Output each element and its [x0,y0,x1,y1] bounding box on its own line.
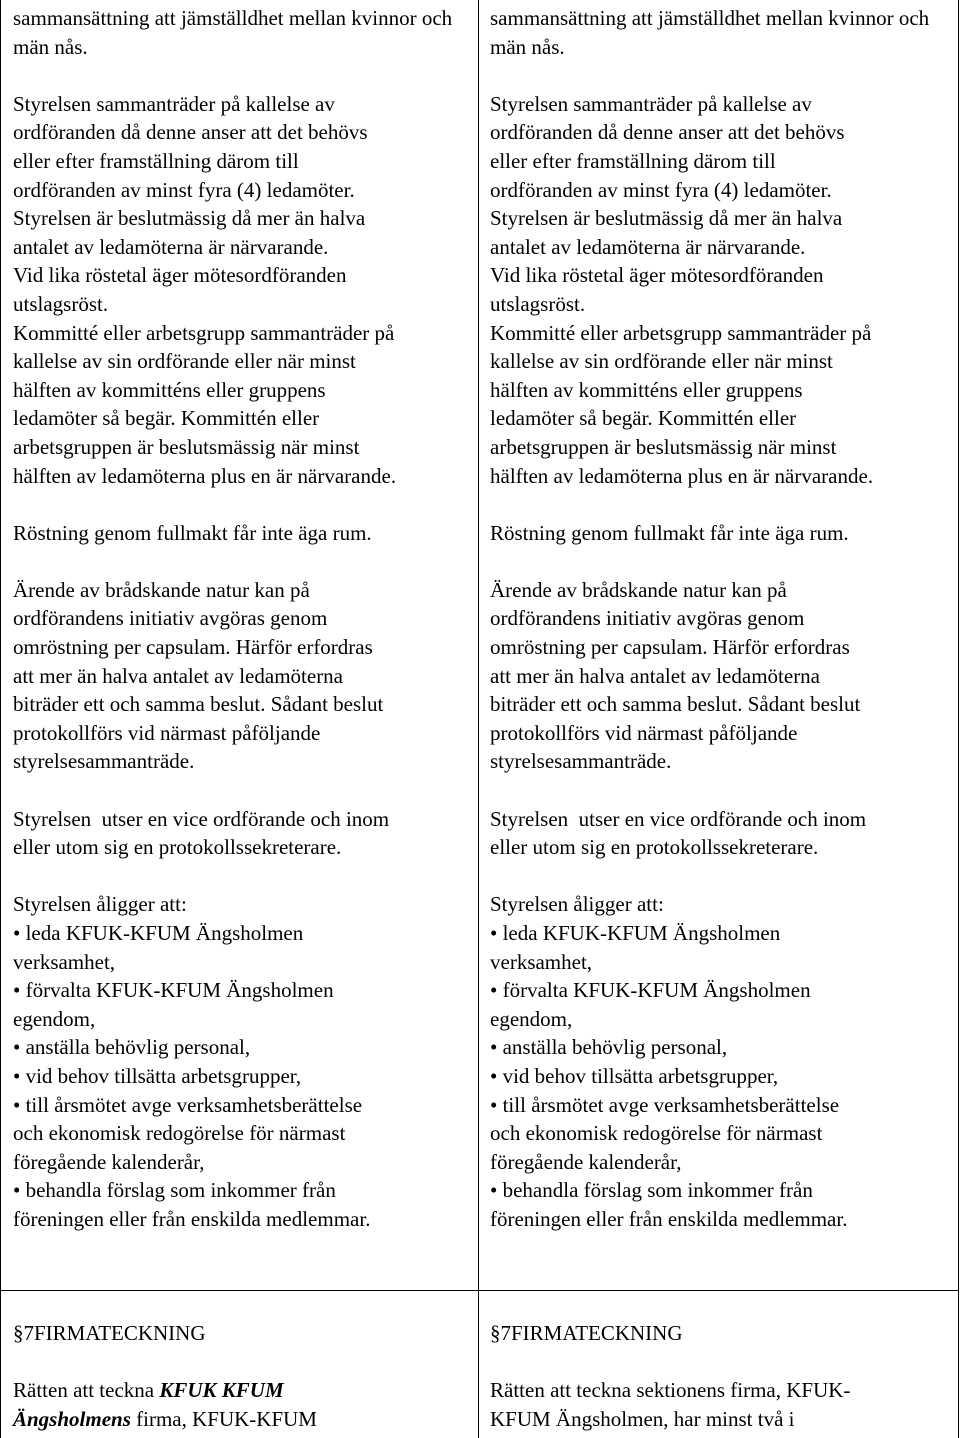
left-section-cell [13,1319,475,1433]
left-paragraph-proxy: Röstning genom fullmakt får inte äga rum. [13,520,372,545]
list-item: • förvalta KFUK-KFUM Ängsholmen [13,978,334,1003]
list-item: • vid behov tillsätta arbetsgrupper, [490,1063,779,1088]
right-section-title: FIRMATECKNING [511,1321,683,1345]
table-border-right [958,0,959,1438]
right-paragraph-duties: Styrelsen åligger att: • leda KFUK-KFUM Ängsholmen verksamhet, • förvalta KFUK-KFUM Ängsholmen egendom, • anställa behövlig personal, • vid behov tillsätta arbetsgrupper, • till årsmötet avge verksamhetsberättelse och ekonomisk redogörelse för närmast föregående kalenderår, • behandla förslag som inkommer från föreningen eller från enskilda medlemmar. [490,890,952,1233]
right-paragraph-per-capsulam: Ärende av brådskande natur kan på ordförandens initiativ avgöras genom omröstning per capsulam. Härför erfordras att mer än halva antalet av ledamöterna biträder ett och samma beslut. Sådant beslut protokollförs vid närmast påföljande styrelsesammanträde. [490,577,861,774]
list-item: • anställa behövlig personal, [490,1035,728,1060]
left-paragraph-per-capsulam: Ärende av brådskande natur kan på ordförandens initiativ avgöras genom omröstning per capsulam. Härför erfordras att mer än halva antalet av ledamöterna biträder ett och samma beslut. Sådant beslut protokollförs vid närmast påföljande styrelsesammanträde. [13,577,384,774]
right-signature-paragraph: Rätten att teckna sektionens firma, KFUK- KFUM Ängsholmen, har minst två i [490,1378,851,1431]
list-item: • behandla förslag som inkommer från [490,1178,813,1203]
list-item: • till årsmötet avge verksamhetsberättelse [490,1092,840,1117]
right-paragraph-vice-chair: Styrelsen utser en vice ordförande och inom eller utom sig en protokollssekreterare. [490,806,867,860]
left-section-number: §7 [13,1321,34,1345]
table-border-left [0,0,1,1438]
right-column-cell [490,4,952,1234]
left-paragraph-composition: sammansättning att jämställdhet mellan kvinnor och män nås. [13,6,453,59]
right-section-number: §7 [490,1321,511,1345]
right-paragraph-proxy: Röstning genom fullmakt får inte äga rum. [490,520,849,545]
right-section-cell [490,1319,952,1433]
right-paragraph-composition: sammansättning att jämställdhet mellan kvinnor och män nås. [490,6,930,59]
table-column-divider [478,0,479,1438]
list-item: • anställa behövlig personal, [13,1035,251,1060]
left-section-title: FIRMATECKNING [34,1321,206,1345]
left-paragraph-meetings: Styrelsen sammanträder på kallelse av ordföranden då denne anser att det behövs eller efter framställning därom till ordföranden av minst fyra (4) ledamöter. Styrelsen är beslutmässig då mer än halva antalet av ledamöterna är närvarande. Vid lika röstetal äger mötesordföranden utslagsröst. Kommitté eller arbetsgrupp sammanträder på kallelse av sin ordförande eller när minst hälften av kommitténs eller gruppens ledamöter så begär. Kommittén eller arbetsgruppen är beslutsmässig när minst hälften av ledamöterna plus en är närvarande. [13,91,397,488]
list-item: • leda KFUK-KFUM Ängsholmen [13,921,304,945]
left-signature-paragraph: Rätten att teckna KFUK KFUM Ängsholmens firma, KFUK-KFUM [13,1378,317,1431]
left-paragraph-duties: Styrelsen åligger att: • leda KFUK-KFUM Ängsholmen verksamhet, • förvalta KFUK-KFUM Ängsholmen egendom, • anställa behövlig personal, • vid behov tillsätta arbetsgrupper, • till årsmötet avge verksamhetsberättelse och ekonomisk redogörelse för närmast föregående kalenderår, • behandla förslag som inkommer från föreningen eller från enskilda medlemmar. [13,890,475,1233]
list-item: • behandla förslag som inkommer från [13,1178,336,1203]
table-row-divider [0,1290,959,1291]
list-item: • förvalta KFUK-KFUM Ängsholmen [490,978,811,1003]
list-item: • leda KFUK-KFUM Ängsholmen [490,921,781,945]
left-paragraph-vice-chair: Styrelsen utser en vice ordförande och inom eller utom sig en protokollssekreterare. [13,806,390,860]
right-paragraph-meetings: Styrelsen sammanträder på kallelse av ordföranden då denne anser att det behövs eller efter framställning därom till ordföranden av minst fyra (4) ledamöter. Styrelsen är beslutmässig då mer än halva antalet av ledamöterna är närvarande. Vid lika röstetal äger mötesordföranden utslagsröst. Kommitté eller arbetsgrupp sammanträder på kallelse av sin ordförande eller när minst hälften av kommitténs eller gruppens ledamöter så begär. Kommittén eller arbetsgruppen är beslutsmässig när minst hälften av ledamöterna plus en är närvarande. [490,91,874,488]
right-section-heading [490,1319,952,1348]
list-item: • till årsmötet avge verksamhetsberättelse [13,1092,363,1117]
left-section-heading [13,1319,475,1348]
left-column-cell [13,4,475,1234]
list-item: • vid behov tillsätta arbetsgrupper, [13,1063,302,1088]
